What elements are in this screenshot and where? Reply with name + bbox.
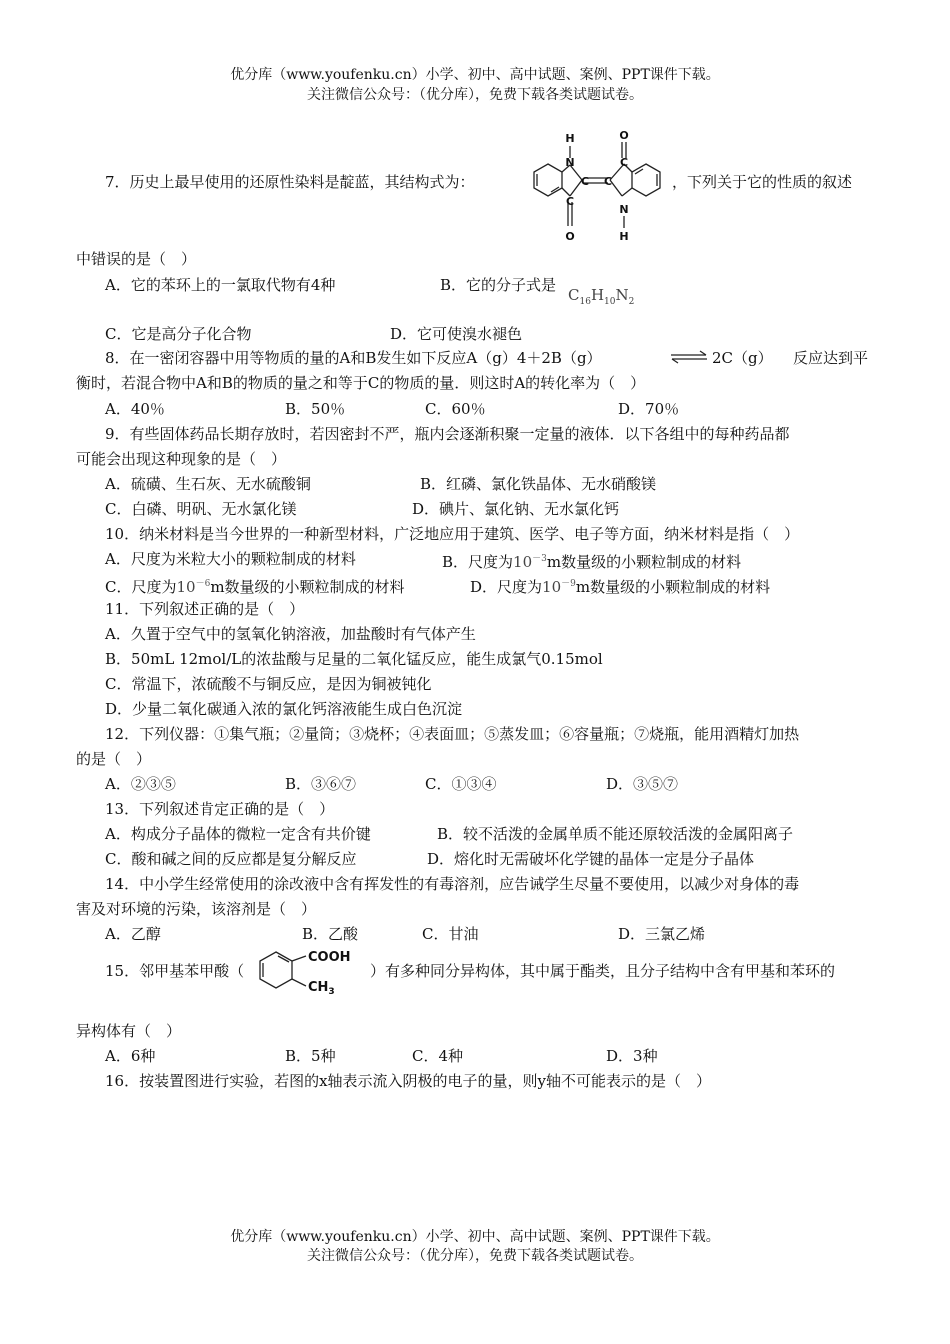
q8-option-d: D．70％ (618, 400, 680, 418)
q14-stem-b-line (0, 897, 950, 922)
q11-option-c-line (0, 672, 950, 697)
q7-options-ab (0, 273, 950, 307)
q10-options-cd (0, 572, 950, 597)
q8-stem-d-line (0, 371, 950, 396)
q7-stem-a: 7．历史上最早使用的还原性染料是靛蓝，其结构式为： (105, 173, 475, 191)
q12-stem-a: 12．下列仪器：①集气瓶；②量筒；③烧杯；④表面皿；⑤蒸发皿；⑥容量瓶；⑦烧瓶，能用酒精灯加热 (105, 725, 800, 743)
q7-option-a: A．它的苯环上的一氯取代物有4种 (105, 276, 336, 294)
q10-option-d: D．尺度为$10^{-9}m$数量级的小颗粒制成的材料 (470, 578, 771, 596)
q12-stem-a-line (0, 722, 950, 747)
q14-option-d: D．三氯乙烯 (618, 925, 706, 943)
atom-o-bottom: O (565, 230, 575, 243)
ch3-label: $CH_3$ (308, 980, 335, 997)
q13-option-d: D．熔化时无需破坏化学键的晶体一定是分子晶体 (427, 850, 755, 868)
atom-h-top: H (565, 132, 575, 145)
header-line-1: 优分库（www.youfenku.cn）小学、初中、高中试题、案例、PPT课件下载。 (230, 67, 720, 83)
q11-option-a: A．久置于空气中的氢氧化钠溶液，加盐酸时有气体产生 (105, 625, 476, 643)
q10-option-c: C．尺度为$10^{-6}m$数量级的小颗粒制成的材料 (105, 578, 405, 596)
q11-option-b: B．50mL 12mol/L的浓盐酸与足量的二氧化锰反应，能生成氯气0.15mol (105, 650, 603, 668)
q14-stem-b: 害及对环境的污染，该溶剂是（ ） (76, 900, 317, 918)
q15-stem-a: 15．邻甲基苯甲酸（ (105, 962, 245, 980)
atom-c-bottom-left: C (565, 195, 575, 208)
q9-stem-a: 9．有些固体药品长期存放时，若因密封不严，瓶内会逐渐积聚一定量的液体．以下各组中的每种药品都 (105, 425, 790, 443)
q11-option-b-line (0, 647, 950, 672)
q13-option-a: A．构成分子晶体的微粒一定含有共价键 (105, 825, 371, 843)
q7-stem-c: 中错误的是（ ） (76, 250, 197, 268)
q7-option-d: D．它可使溴水褪色 (390, 325, 523, 343)
equilibrium-arrow-icon (670, 348, 708, 373)
q7-options-cd (0, 322, 950, 347)
q14-stem-a-line (0, 872, 950, 897)
indigo-structure (522, 126, 672, 250)
q13-stem-line (0, 797, 950, 822)
q7-formula: $C_{16}H_{10}N_2$ (568, 286, 635, 307)
q9-option-b: B．红磷、氯化铁晶体、无水硝酸镁 (420, 475, 657, 493)
q15-option-a: A．6种 (105, 1047, 156, 1065)
methylbenzoic-acid-structure (254, 946, 368, 998)
q10-options-ab (0, 547, 950, 572)
right-benzene-ring (632, 164, 660, 196)
q12-stem-b: 的是（ ） (76, 750, 152, 768)
q12-option-b: B．③⑥⑦ (285, 775, 357, 793)
q8-stem-d: 衡时，若混合物中A和B的物质的量之和等于C的物质的量．则这时A的转化率为（ ） (76, 374, 646, 392)
footer-line-2: 关注微信公众号：（优分库），免费下载各类试题试卷。 (307, 1248, 643, 1264)
q8-stem-a: 8．在一密闭容器中用等物质的量的A和B发生如下反应A（g）4＋2B（g） (105, 349, 602, 367)
q10-option-a: A．尺度为米粒大小的颗粒制成的材料 (105, 550, 356, 568)
q13-options-cd (0, 847, 950, 872)
benzene-ring (260, 952, 292, 988)
atom-n-left: N (565, 156, 575, 169)
q15-stem-b: ）有多种同分异构体，其中属于酯类，且分子结构中含有甲基和苯环的 (370, 962, 836, 980)
atom-o-top: O (619, 129, 629, 142)
q9-stem-b-line (0, 447, 950, 472)
left-benzene-ring (534, 164, 562, 196)
atom-c-center-right: C (603, 175, 613, 188)
q8-option-c: C．60％ (425, 400, 486, 418)
atom-h-bottom: H (619, 230, 629, 243)
q10-option-b: B．尺度为$10^{-3}m$数量级的小颗粒制成的材料 (442, 553, 742, 571)
q8-option-a: A．40％ (105, 400, 165, 418)
q15-option-b: B．5种 (285, 1047, 336, 1065)
q8-stem-line (0, 346, 950, 371)
q7-stem-b: ，下列关于它的性质的叙述 (672, 173, 853, 191)
q8-stem-b: 2C（g） (712, 349, 773, 367)
q9-stem-a-line (0, 422, 950, 447)
q12-option-c: C．①③④ (425, 775, 497, 793)
q12-stem-b-line (0, 747, 950, 772)
q9-options-cd (0, 497, 950, 522)
q7-option-c: C．它是高分子化合物 (105, 325, 252, 343)
q9-options-ab (0, 472, 950, 497)
atom-c-center-left: C (580, 175, 590, 188)
q7-stem-line (0, 170, 950, 195)
q15-stem-c-line (0, 1019, 950, 1044)
q15-stem-line (0, 959, 950, 984)
q11-stem-line (0, 597, 950, 622)
q9-stem-b: 可能会出现这种现象的是（ ） (76, 450, 287, 468)
atom-n-right: N (619, 203, 629, 216)
q8-stem-c: 反应达到平 (793, 349, 869, 367)
q8-options (0, 397, 950, 422)
q10-stem: 10．纳米材料是当今世界的一种新型材料，广泛地应用于建筑、医学、电子等方面，纳米材料是指（ ） (105, 525, 800, 543)
cooh-label: COOH (308, 950, 351, 965)
q12-option-d: D．③⑤⑦ (606, 775, 679, 793)
q8-option-b: B．50％ (285, 400, 346, 418)
q14-option-b: B．乙酸 (302, 925, 359, 943)
q12-options (0, 772, 950, 797)
q7-option-b: B．它的分子式是 (440, 276, 557, 294)
q9-option-c: C．白磷、明矾、无水氯化镁 (105, 500, 297, 518)
q9-option-a: A．硫磺、生石灰、无水硫酸铜 (105, 475, 311, 493)
q13-option-c: C．酸和碱之间的反应都是复分解反应 (105, 850, 357, 868)
q11-stem: 11．下列叙述正确的是（ ） (105, 600, 305, 618)
q12-option-a: A．②③⑤ (105, 775, 176, 793)
q13-option-b: B．较不活泼的金属单质不能还原较活泼的金属阳离子 (437, 825, 794, 843)
q15-options (0, 1044, 950, 1069)
q14-options (0, 922, 950, 947)
atom-c-top-right: C (619, 156, 629, 169)
q16-stem-line (0, 1069, 950, 1094)
q14-stem-a: 14．中小学生经常使用的涂改液中含有挥发性的有毒溶剂，应告诫学生尽量不要使用，以减少对身体的毒 (105, 875, 800, 893)
q14-option-c: C．甘油 (422, 925, 479, 943)
q13-options-ab (0, 822, 950, 847)
q11-option-d-line (0, 697, 950, 722)
q9-option-d: D．碘片、氯化钠、无水氯化钙 (412, 500, 620, 518)
q15-stem-c: 异构体有（ ） (76, 1022, 182, 1040)
q11-option-a-line (0, 622, 950, 647)
footer-line-1: 优分库（www.youfenku.cn）小学、初中、高中试题、案例、PPT课件下载。 (230, 1229, 720, 1245)
q10-stem-line (0, 522, 950, 547)
q15-option-d: D．3种 (606, 1047, 658, 1065)
q15-option-c: C．4种 (412, 1047, 464, 1065)
q11-option-d: D．少量二氧化碳通入浓的氯化钙溶液能生成白色沉淀 (105, 700, 463, 718)
header-line-2: 关注微信公众号：（优分库），免费下载各类试题试卷。 (307, 87, 643, 103)
q13-stem: 13．下列叙述肯定正确的是（ ） (105, 800, 335, 818)
q16-stem: 16．按装置图进行实验，若图的x轴表示流入阴极的电子的量，则y轴不可能表示的是（ ） (105, 1072, 712, 1090)
q7-stem-c-line (0, 247, 950, 272)
q11-option-c: C．常温下，浓硫酸不与铜反应，是因为铜被钝化 (105, 675, 432, 693)
q14-option-a: A．乙醇 (105, 925, 161, 943)
